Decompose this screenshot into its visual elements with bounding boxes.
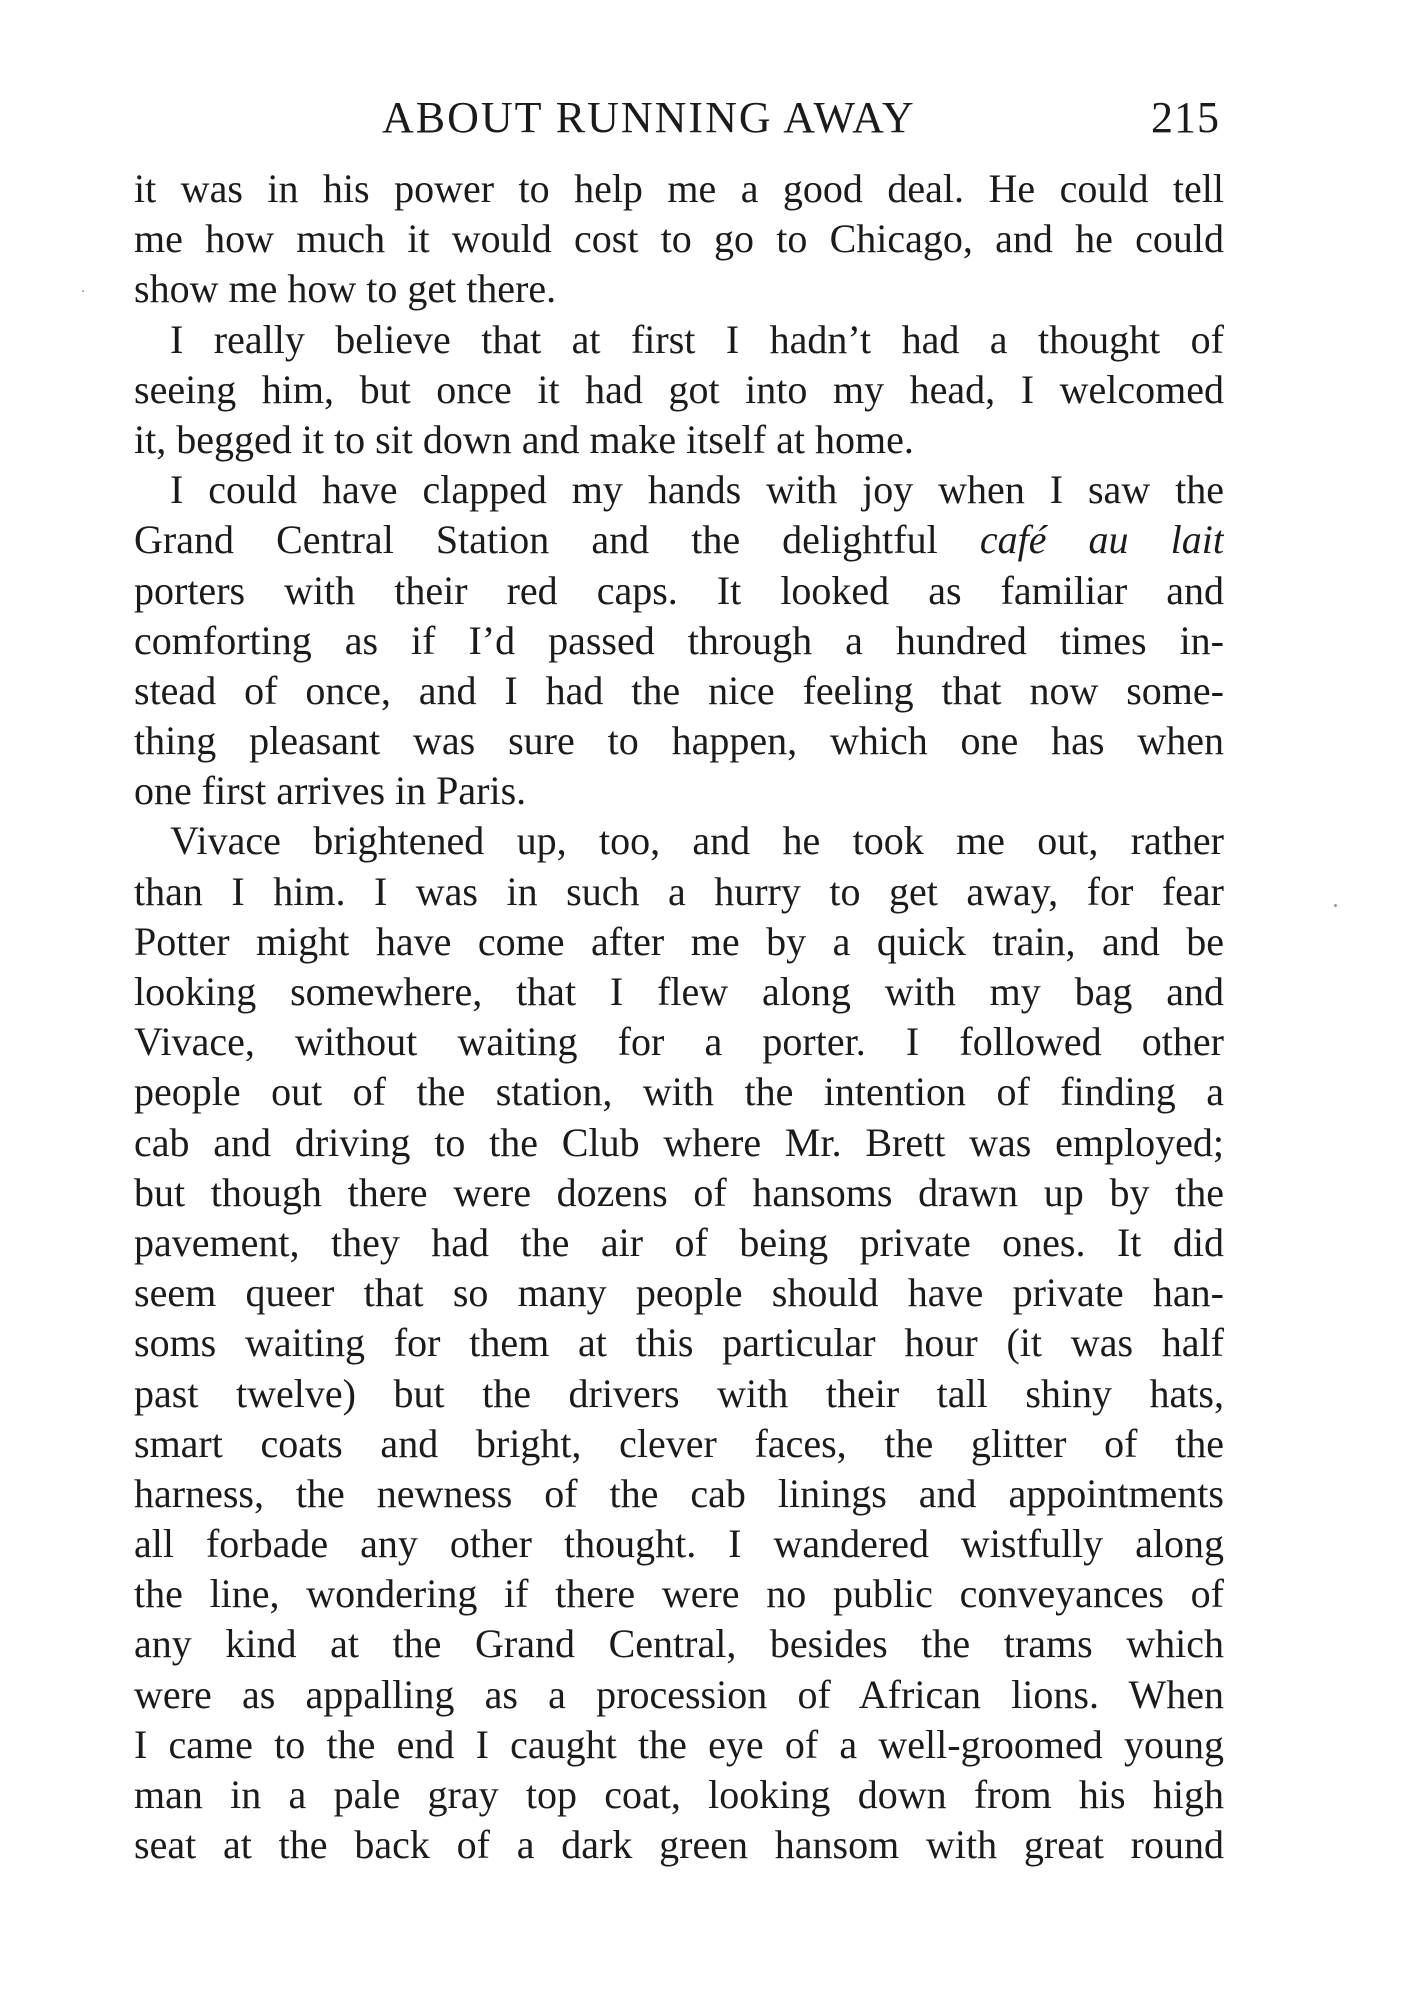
text-line: one first arrives in Paris. [134, 768, 527, 814]
text-line: looking somewhere, that I flew along with my bag and [134, 969, 1224, 1014]
text-line: past twelve) but the drivers with their tall shiny hats, [134, 1370, 1224, 1416]
text-line: seem queer that so many people should have private han- [134, 1270, 1224, 1316]
text-line: Vivace brightened up, too, and he took me out, rather [170, 818, 1224, 864]
text-line: man in a pale gray top coat, looking down from his high [134, 1772, 1224, 1817]
page-number: 215 [1151, 93, 1220, 142]
text-line: thing pleasant was sure to happen, which one has when [134, 718, 1224, 764]
text-line: smart coats and bright, clever faces, the glitter of the [134, 1420, 1224, 1466]
running-title: ABOUT RUNNING AWAY [382, 93, 916, 142]
text-line: I really believe that at first I hadn’t had a thought of [170, 316, 1224, 362]
text-line: Vivace, without waiting for a porter. I followed other [134, 1019, 1224, 1065]
text-line: comforting as if I’d passed through a hundred times in- [134, 617, 1224, 663]
text-line: people out of the station, with the intention of finding a [134, 1069, 1224, 1115]
text-line: show me how to get there. [134, 266, 557, 312]
text-line: Potter might have come after me by a quick train, and be [134, 918, 1224, 964]
text-line: any kind at the Grand Central, besides the trams which [134, 1621, 1224, 1667]
text-line: the line, wondering if there were no public conveyances of [134, 1571, 1224, 1617]
text-line: than I him. I was in such a hurry to get away, for fear [134, 868, 1224, 914]
text-line: pavement, they had the air of being private ones. It did [134, 1219, 1224, 1265]
text-line: I could have clapped my hands with joy when I saw the [170, 467, 1224, 513]
text-line: porters with their red caps. It looked as familiar and [134, 567, 1224, 613]
text-line: were as appalling as a procession of African lions. When [134, 1671, 1224, 1717]
text-line: it, begged it to sit down and make itself at home. [134, 416, 914, 462]
running-head [134, 88, 1224, 148]
paper-speck [82, 290, 84, 292]
body-text [134, 164, 1224, 1870]
text-line: I came to the end I caught the eye of a well-groomed young [134, 1721, 1224, 1767]
italic-phrase: café au lait [979, 517, 1224, 563]
text-line: it was in his power to help me a good deal. He could tell [134, 166, 1224, 211]
text-line: but though there were dozens of hansoms drawn up by the [134, 1169, 1224, 1215]
text-line: harness, the newness of the cab linings and appointments [134, 1470, 1224, 1516]
text-line: soms waiting for them at this particular hour (it was half [134, 1320, 1224, 1366]
text-line: cab and driving to the Club where Mr. Brett was employed; [134, 1119, 1224, 1165]
text-line: me how much it would cost to go to Chicago, and he could [134, 216, 1224, 262]
text-line: seat at the back of a dark green hansom with great round [134, 1822, 1224, 1868]
line-text: Grand Central Station and the delightful [134, 517, 980, 563]
text-line: stead of once, and I had the nice feeling that now some- [134, 667, 1224, 713]
text-line [134, 515, 1224, 565]
text-line: all forbade any other thought. I wandered wistfully along [134, 1521, 1224, 1567]
text-line: seeing him, but once it had got into my head, I welcomed [134, 366, 1224, 412]
paper-speck [1334, 904, 1337, 907]
